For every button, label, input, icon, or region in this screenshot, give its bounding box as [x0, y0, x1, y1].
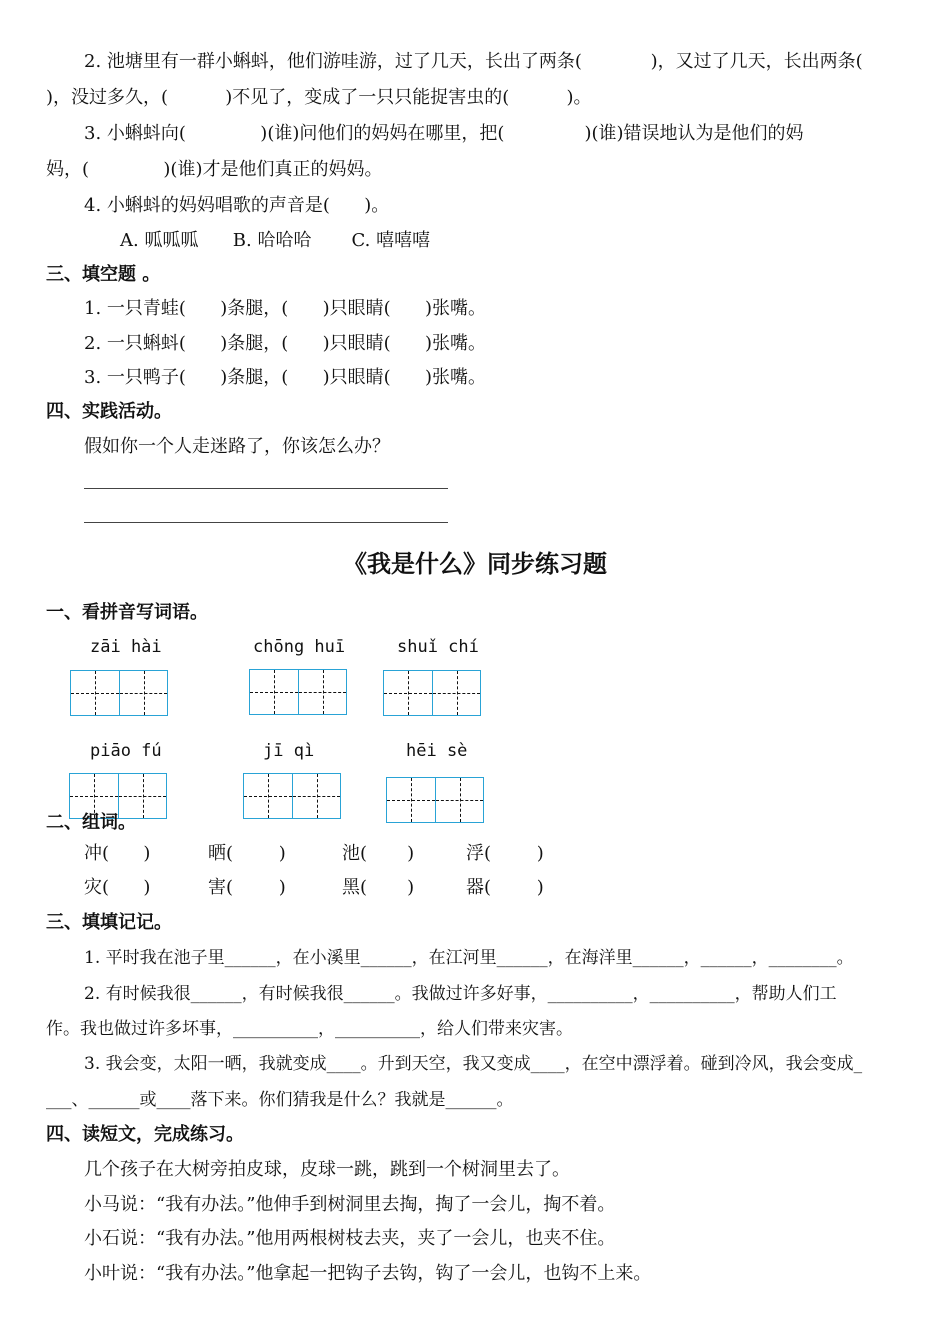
q3-line2: 妈，( )(谁)才是他们真正的妈妈。	[46, 159, 383, 180]
pinyin-label: shuǐ chí	[397, 637, 479, 657]
s3-item-1: 1. 平时我在池子里______，在小溪里______，在江河里______，在海洋里______，______，________。	[84, 948, 854, 968]
q2-line2: )，没过多久，( )不见了，变成了一只只能捉害虫的( )。	[46, 87, 592, 108]
p2-section-3-title: 三、填填记记。	[46, 912, 172, 933]
zuci-item: 冲( )	[84, 843, 151, 864]
q4: 4. 小蝌蚪的妈妈唱歌的声音是( )。	[84, 195, 390, 216]
s3-item-2a: 2. 有时候我很______，有时候我很______。我做过许多好事，__________，__________，帮助人们工	[84, 984, 837, 1004]
section-3-title: 三、填空题 。	[46, 264, 161, 285]
sec3-item: 3. 一只鸭子( )条腿，( )只眼睛( )张嘴。	[84, 367, 487, 388]
zuci-item: 害( )	[208, 877, 286, 898]
zuci-item: 黑( )	[342, 877, 415, 898]
writing-grid[interactable]	[70, 670, 168, 716]
pinyin-label: piāo fú	[90, 741, 162, 761]
sec4-question: 假如你一个人走迷路了，你该怎么办？	[84, 436, 390, 457]
worksheet-title: 《我是什么》同步练习题	[343, 550, 607, 578]
zuci-item: 池( )	[342, 843, 415, 864]
writing-grid[interactable]	[383, 670, 481, 716]
p2-section-2-title: 二、组词。	[46, 812, 136, 833]
pinyin-label: chōng huī	[253, 637, 346, 657]
passage-line: 几个孩子在大树旁拍皮球，皮球一跳，跳到一个树洞里去了。	[84, 1159, 570, 1180]
passage-line: 小叶说：“我有办法。”他拿起一把钩子去钩，钩了一会儿，也钩不上来。	[84, 1263, 652, 1284]
zuci-item: 晒( )	[208, 843, 286, 864]
zuci-item: 灾( )	[84, 877, 151, 898]
sec3-item: 2. 一只蝌蚪( )条腿，( )只眼睛( )张嘴。	[84, 333, 487, 354]
pinyin-label: jī qì	[263, 741, 315, 761]
answer-line	[84, 488, 448, 489]
p2-section-1-title: 一、看拼音写词语。	[46, 602, 208, 623]
passage-line: 小石说：“我有办法。”他用两根树枝去夹，夹了一会儿，也夹不住。	[84, 1228, 616, 1249]
writing-grid[interactable]	[386, 777, 484, 823]
sec3-item: 1. 一只青蛙( )条腿，( )只眼睛( )张嘴。	[84, 298, 487, 319]
q2-line1: 2. 池塘里有一群小蝌蚪，他们游哇游，过了几天，长出了两条( )，又过了几天，长出两条(	[84, 51, 863, 72]
zuci-item: 浮( )	[466, 843, 544, 864]
zuci-item: 器( )	[466, 877, 544, 898]
passage-line: 小马说：“我有办法。”他伸手到树洞里去掏，掏了一会儿，掏不着。	[84, 1194, 616, 1215]
s3-item-3a: 3. 我会变，太阳一晒，我就变成____。升到天空，我又变成____，在空中漂浮着。碰到冷风，我会变成_	[84, 1054, 863, 1074]
pinyin-label: hēi sè	[406, 741, 468, 761]
pinyin-label: zāi hài	[90, 637, 162, 657]
writing-grid[interactable]	[249, 669, 347, 715]
section-4-title: 四、实践活动。	[46, 401, 172, 422]
q3-line1: 3. 小蝌蚪向( )(谁)问他们的妈妈在哪里，把( )(谁)错误地认为是他们的妈	[84, 123, 804, 144]
q4-options: A. 呱呱呱 B. 哈哈哈 C. 嘻嘻嘻	[120, 230, 431, 251]
answer-line	[84, 522, 448, 523]
s3-item-2b: 作。我也做过许多坏事，__________，__________，给人们带来灾害。	[46, 1019, 573, 1039]
s3-item-3b: ___、______或____落下来。你们猜我是什么？我就是______。	[46, 1090, 514, 1110]
p2-section-4-title: 四、读短文，完成练习。	[46, 1124, 244, 1145]
